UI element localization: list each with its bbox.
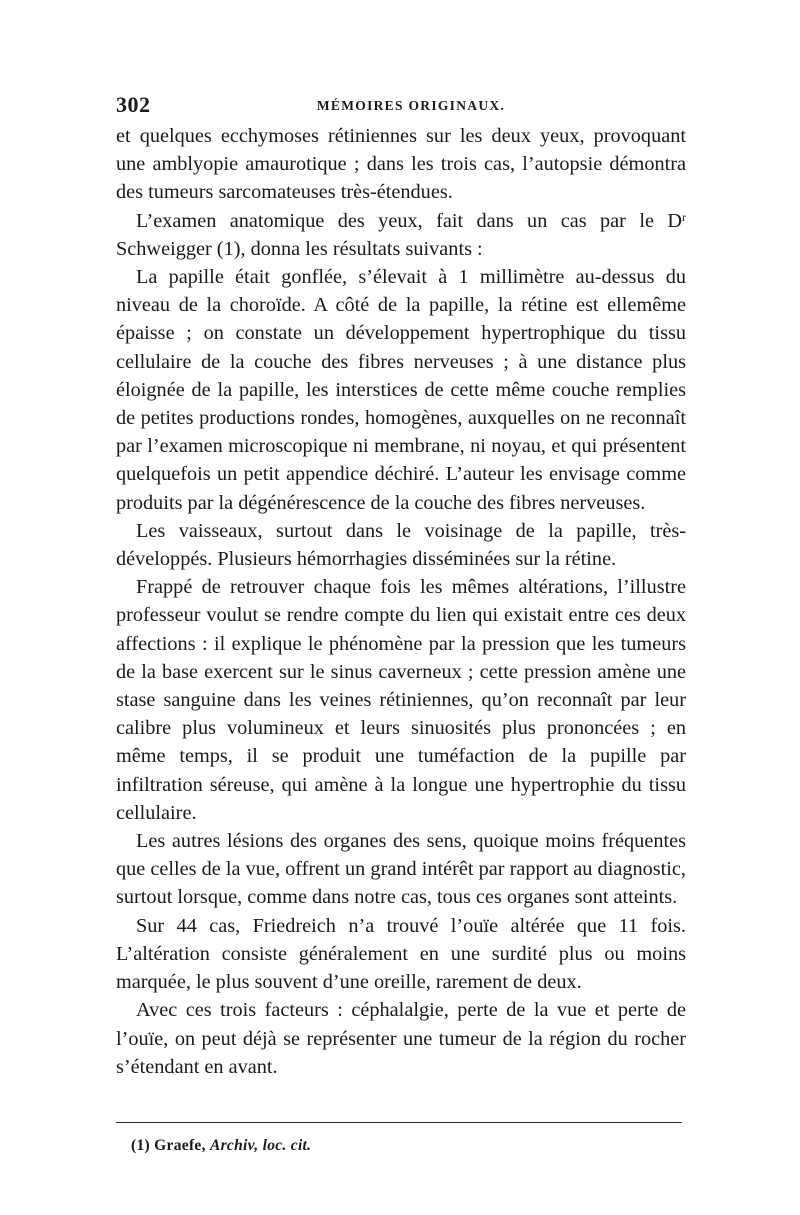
body-text	[116, 122, 686, 1081]
paragraph-vessels: Les vaisseaux, surtout dans le voisinage de la papille, très-développés. Plusieurs hémorrhagies disséminées sur la rétine.	[116, 519, 686, 571]
footnote-reference: Archiv, loc. cit.	[209, 1137, 312, 1154]
footnote	[131, 1137, 311, 1155]
paragraph-other-lesions: Les autres lésions des organes des sens, quoique moins fréquentes que celles de la vue, offrent un grand intérêt par rapport au diagnostic, surtout lorsque, comme dans notre cas, tous ces organes sont atteints.	[116, 830, 686, 909]
paragraph-explanation: Frappé de retrouver chaque fois les mêmes altérations, l’illustre professeur voulut se rendre compte du lien qui existait entre ces deux affections : il explique le phénomène par la pression que les tumeurs de la base exercent sur le sinus caverneux ; cette pression amène une stase sanguine dans les veines rétiniennes, qu’on reconnaît par leur calibre plus volumineux et leurs sinuosités plus prononcées ; en même temps, il se produit une tuméfaction de la pupille par infiltration séreuse, qui amène à la longue une hypertrophie du tissu cellulaire.	[116, 576, 686, 824]
running-title: MÉMOIRES ORIGINAUX.	[316, 98, 506, 113]
footnote-marker: (1)	[131, 1137, 150, 1154]
paragraph-hearing: Sur 44 cas, Friedreich n’a trouvé l’ouïe altérée que 11 fois. L’altération consiste généralement en une surdité plus ou moins marquée, le plus souvent d’une oreille, rarement de deux.	[116, 914, 686, 994]
paragraph-text: Schweigger (1), donna les résultats suivants :	[116, 237, 483, 260]
page-content	[116, 92, 686, 1081]
paragraph-continuation: et quelques ecchymoses rétiniennes sur les deux yeux, provoquant une amblyopie amaurotique ; dans les trois cas, l’autopsie démontra des tumeurs sarcomateuses très-étendues.	[116, 125, 686, 204]
superscript: r	[682, 209, 686, 224]
footnote-rule	[116, 1122, 682, 1123]
paragraph-text: L’examen anatomique des yeux, fait dans un cas par le D	[136, 209, 682, 232]
paragraph-papilla: La papille était gonflée, s’élevait à 1 millimètre au-dessus du niveau de la choroïde. A côté de la papille, la rétine est ellemême épaisse ; on constate un développement hypertrophique du tissu cellulaire de la couche des fibres nerveuses ; à une distance plus éloignée de la papille, les interstices de cette même couche remplies de petites productions rondes, homogènes, auxquelles on ne reconnaît par l’examen microscopique ni membrane, ni noyau, et qui présentent quelquefois un petit appendice déchiré. L’auteur les envisage comme produits par la dégénérescence de la couche des fibres nerveuses.	[116, 266, 686, 514]
footnote-author: Graefe,	[154, 1137, 206, 1154]
paragraph-anatomical-exam	[116, 207, 686, 263]
paragraph-conclusion: Avec ces trois facteurs : céphalalgie, perte de la vue et perte de l’ouïe, on peut déjà se représenter une tumeur de la région du rocher s’étendant en avant.	[116, 999, 686, 1078]
running-head	[116, 92, 686, 122]
page-number: 302	[116, 92, 151, 117]
